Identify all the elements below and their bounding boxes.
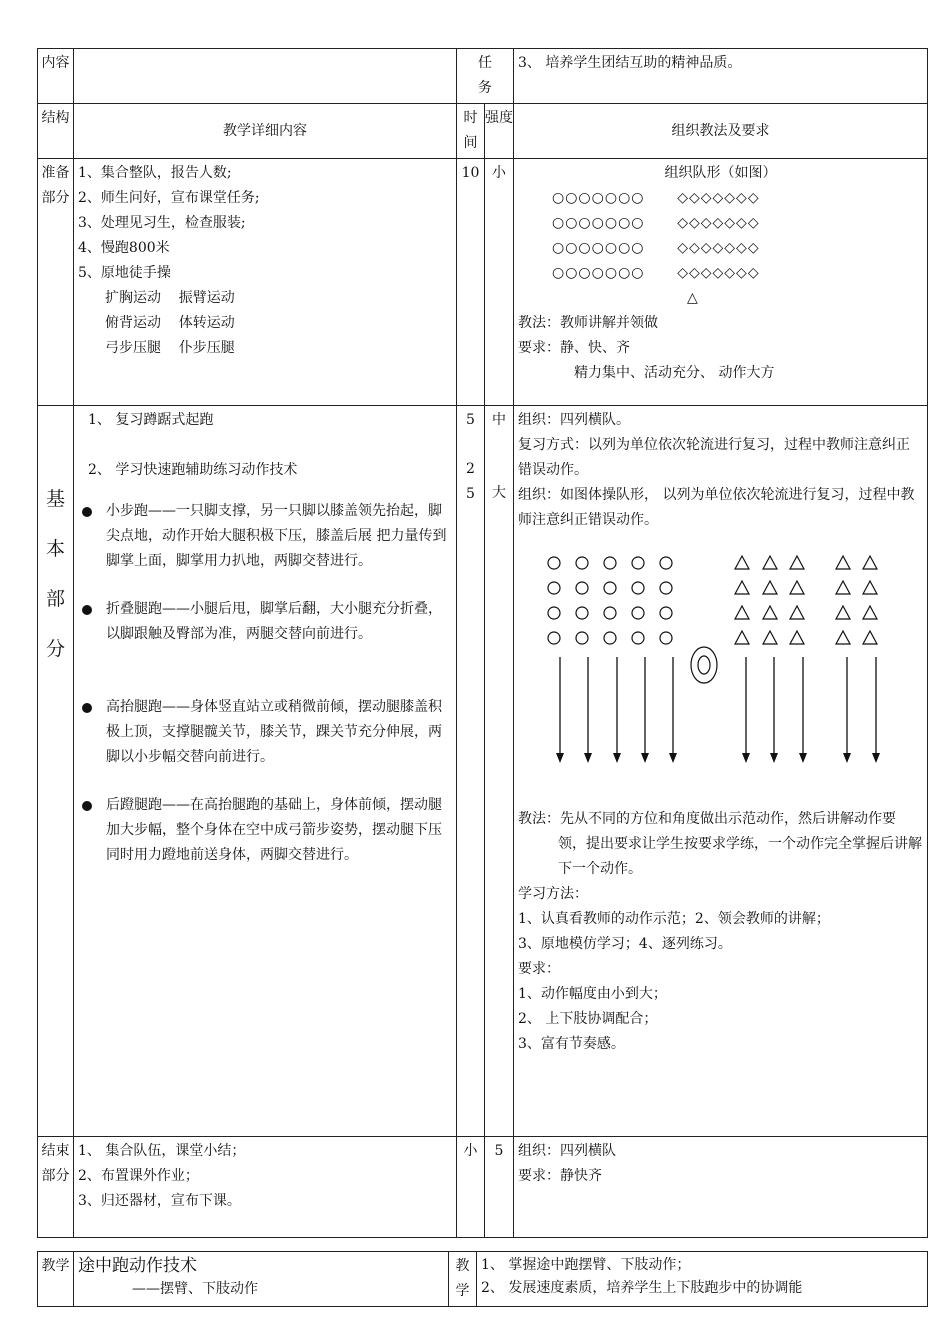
arrow: [641, 657, 649, 763]
req-line: 1、动作幅度由小到大；: [518, 986, 667, 1002]
student-circle: [576, 632, 588, 644]
content-label: 内容: [38, 49, 74, 104]
content-cell: [74, 49, 457, 104]
student-circle: [604, 557, 616, 569]
student-triangle: [836, 556, 850, 569]
bullet-dot: [82, 801, 92, 811]
formation-title: 组织队形（如图）: [664, 165, 777, 181]
student-triangle: [763, 631, 777, 644]
end-content: [74, 1137, 457, 1238]
student-circles: [548, 557, 672, 644]
student-circle: [632, 632, 644, 644]
student-circle: [604, 632, 616, 644]
basic-time: [457, 406, 485, 1137]
student-triangle: [863, 581, 877, 594]
student-triangle: [863, 556, 877, 569]
prep-label: 准备部分: [38, 159, 74, 406]
circle-row: ○○○○○○○: [552, 190, 645, 206]
exercise-line: 俯背运动 体转运动: [105, 315, 235, 331]
footer-row: [38, 1252, 928, 1307]
end-req-text: 要求：静快齐: [518, 1168, 602, 1184]
footer-subtitle: ——摆臂、下肢动作: [132, 1281, 258, 1297]
end-org: [514, 1137, 928, 1238]
exercise-line: 弓步压腿 仆步压腿: [105, 340, 235, 356]
structure-label: 结构: [38, 104, 74, 159]
footer-tasks: [477, 1252, 928, 1307]
basic-content: [74, 406, 457, 1137]
arrow: [613, 657, 621, 763]
diamond-row: ◇◇◇◇◇◇◇: [677, 265, 760, 281]
arrow: [799, 657, 807, 763]
student-circle: [548, 582, 560, 594]
task-label: [457, 49, 514, 104]
prep-item: 5、原地徒手操: [78, 265, 171, 281]
student-circle: [604, 607, 616, 619]
prep-row: [38, 159, 928, 406]
prep-intensity: 小: [485, 159, 514, 406]
drill-back-kick: [78, 793, 448, 868]
end-item: 2、布置课外作业；: [78, 1168, 199, 1184]
footer-content: [74, 1252, 449, 1307]
footer-label: 教学: [38, 1252, 74, 1307]
drill-fold-leg: [78, 597, 448, 647]
basic-row: [38, 406, 928, 1137]
prep-item: 1、集合整队，报告人数;: [78, 165, 232, 181]
basic-org-2: 组织：如图体操队形， 以列为单位依次轮流进行复习，过程中教师注意纠正错误动作。: [518, 487, 915, 528]
bullet-dot: [82, 605, 92, 615]
end-intensity: 5: [485, 1137, 514, 1238]
student-triangle: [763, 606, 777, 619]
header-row: [38, 104, 928, 159]
prep-item: 2、师生问好，宣布课堂任务;: [78, 190, 260, 206]
prep-item: 4、慢跑800米: [78, 240, 170, 256]
diamond-row: ◇◇◇◇◇◇◇: [677, 190, 760, 206]
student-triangle: [735, 606, 749, 619]
task-text: 3、 培养学生团结互助的精神品质。: [514, 49, 928, 104]
content-title: 教学详细内容: [74, 104, 457, 159]
student-triangle: [836, 606, 850, 619]
basic-intensity-2: 大: [492, 485, 506, 501]
req-line: 3、富有节奏感。: [518, 1036, 625, 1052]
learn-line: 3、原地模仿学习；4、逐列练习。: [518, 936, 732, 952]
prep-time: [457, 159, 485, 406]
student-circle: [548, 632, 560, 644]
footer-task: 1、 掌握途中跑摆臂、下肢动作；: [481, 1257, 691, 1273]
student-circle: [660, 582, 672, 594]
exercise-line: 扩胸运动 振臂运动: [105, 290, 235, 306]
teacher-marker: △: [687, 290, 699, 306]
end-label: 结束部分: [38, 1137, 74, 1238]
student-triangle: [790, 556, 804, 569]
drill-text: 小步跑——一只脚支撑，另一只脚以膝盖领先抬起，脚尖点地，动作开始大腿积极下压，膝盖后展 把力量传到脚掌上面，脚掌用力扒地，两脚交替进行。: [106, 503, 447, 569]
student-circle: [632, 607, 644, 619]
prep-req: 要求：静、快、齐: [518, 340, 630, 356]
arrow: [742, 657, 750, 763]
arrow: [770, 657, 778, 763]
student-triangle: [735, 556, 749, 569]
student-triangle: [790, 631, 804, 644]
student-triangle: [836, 631, 850, 644]
student-triangle: [735, 631, 749, 644]
basic-org: [514, 406, 928, 1137]
running-arrows: [556, 657, 880, 763]
basic-method: 教法：先从不同的方位和角度做出示范动作，然后讲解动作要领，提出要求让学生按要求学练，一个动作完全掌握后讲解下一个动作。: [518, 811, 922, 877]
drill-small-step: [78, 499, 448, 574]
drill-high-knee: [78, 695, 448, 770]
student-circle: [548, 557, 560, 569]
student-circle: [660, 632, 672, 644]
circle-row: ○○○○○○○: [552, 265, 645, 281]
bullet-dot: [82, 703, 92, 713]
arrow: [872, 657, 880, 763]
basic-item-1: 1、 复习蹲踞式起跑: [88, 412, 214, 428]
basic-org-1: 组织：四列横队。: [518, 412, 630, 428]
arrow: [584, 657, 592, 763]
student-circle: [576, 557, 588, 569]
basic-label: 基本部分: [38, 406, 74, 1137]
basic-time-2: 25: [466, 461, 475, 502]
basic-intensity: [485, 406, 514, 1137]
student-circle: [660, 607, 672, 619]
student-circle: [632, 557, 644, 569]
circle-row: ○○○○○○○: [552, 240, 645, 256]
student-circle: [548, 607, 560, 619]
basic-intensity-1: 中: [492, 412, 506, 428]
task-label-text: 任务: [478, 55, 492, 96]
end-time: 小: [457, 1137, 485, 1238]
end-item: 3、归还器材，宣布下课。: [78, 1193, 241, 1209]
prep-method: 教法：教师讲解并领做: [518, 315, 658, 331]
drill-formation-diagram: [518, 537, 918, 807]
bullet-dot: [82, 507, 92, 517]
teacher-marker: [691, 647, 717, 683]
student-triangle: [763, 556, 777, 569]
student-triangle: [735, 581, 749, 594]
arrow: [556, 657, 564, 763]
lesson-plan-table: [37, 48, 928, 1238]
student-circle: [660, 557, 672, 569]
learn-title: 学习方法：: [518, 886, 588, 902]
student-circle: [632, 582, 644, 594]
basic-review: 复习方式：以列为单位依次轮流进行复习，过程中教师注意纠正错误动作。: [518, 437, 910, 478]
arrow: [843, 657, 851, 763]
student-triangle: [863, 631, 877, 644]
circle-row: ○○○○○○○: [552, 215, 645, 231]
prep-time-value: 10: [461, 165, 480, 181]
footer-title: 途中跑动作技术: [78, 1256, 197, 1276]
student-circle: [604, 582, 616, 594]
student-triangle: [763, 581, 777, 594]
end-row: [38, 1137, 928, 1238]
student-circle: [576, 607, 588, 619]
arrow: [669, 657, 677, 763]
end-org-text: 组织：四列横队: [518, 1143, 616, 1159]
footer-task-label: 教学: [449, 1252, 477, 1307]
diamond-row: ◇◇◇◇◇◇◇: [677, 215, 760, 231]
student-circle: [576, 582, 588, 594]
prep-content: [74, 159, 457, 406]
footer-task: 2、 发展速度素质，培养学生上下肢跑步中的协调能: [481, 1280, 803, 1296]
prep-req2: 精力集中、活动充分、 动作大方: [574, 365, 775, 381]
diamond-row: ◇◇◇◇◇◇◇: [677, 240, 760, 256]
prep-org: [514, 159, 928, 406]
prep-item: 3、处理见习生，检查服装;: [78, 215, 246, 231]
req-title: 要求：: [518, 961, 560, 977]
drill-text: 后蹬腿跑——在高抬腿跑的基础上，身体前倾，摆动腿加大步幅，整个身体在空中成弓箭步姿势，摆动腿下压同时用力蹬地前送身体，两脚交替进行。: [106, 797, 442, 863]
time-label: 时间: [457, 104, 485, 159]
student-triangle: [836, 581, 850, 594]
content-row: [38, 49, 928, 104]
student-triangle: [863, 606, 877, 619]
end-item: 1、 集合队伍，课堂小结；: [78, 1143, 246, 1159]
footer-table: [37, 1251, 928, 1307]
student-triangles: [735, 556, 877, 644]
drill-text: 高抬腿跑——身体竖直站立或稍微前倾，摆动腿膝盖积极上顶，支撑腿髋关节，膝关节，踝关节充分伸展，两脚以小步幅交替向前进行。: [106, 699, 442, 765]
basic-time-1: 5: [466, 412, 475, 428]
intensity-label: 强度: [485, 104, 514, 159]
formation-diagram: [518, 186, 923, 311]
learn-line: 1、认真看教师的动作示范；2、领会教师的讲解；: [518, 911, 830, 927]
drill-text: 折叠腿跑——小腿后甩，脚掌后翻，大小腿充分折叠，以脚跟触及臀部为准，两腿交替向前进行。: [106, 601, 442, 642]
student-triangle: [790, 606, 804, 619]
req-line: 2、 上下肢协调配合；: [518, 1011, 658, 1027]
student-triangle: [790, 581, 804, 594]
basic-item-2: 2、 学习快速跑辅助练习动作技术: [88, 462, 298, 478]
org-title: 组织教法及要求: [514, 104, 928, 159]
